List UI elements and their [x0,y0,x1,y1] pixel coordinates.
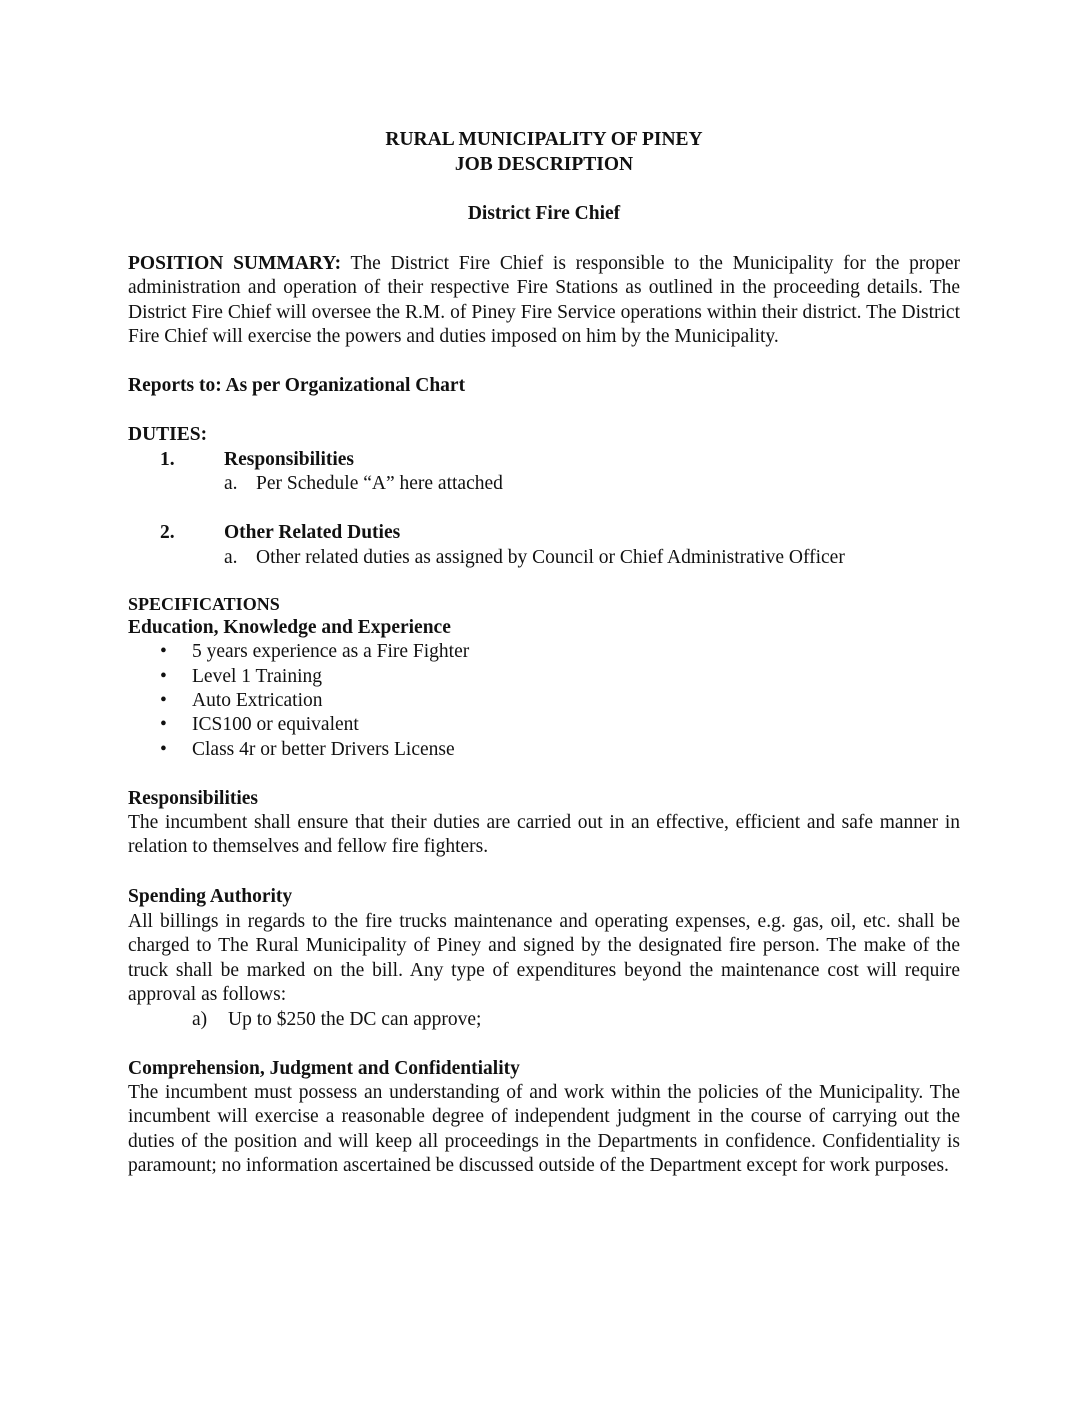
position-summary [128,252,960,350]
duty-sub-text-2: Other related duties as assigned by Council or Chief Administrative Officer [256,547,845,568]
spending-item-label: a) [192,1009,208,1030]
org-title: RURAL MUNICIPALITY OF PINEY [385,129,703,150]
comprehension-heading: Comprehension, Judgment and Confidentiality [128,1058,520,1079]
comprehension-text: The incumbent must possess an understanding of and work within the policies of the Municipality. The incumbent will exercise a reasonable degree of independent judgment in the course of carrying out the duties of the position and will keep all proceedings in the Departments in confidence. Confidentiality is paramount; no information ascertained be discussed outside of the Department except for work purposes. [128,1082,960,1177]
position-title: District Fire Chief [467,203,621,224]
duty-sub-label-1: a. [224,473,238,494]
spec-bullet-1: 5 years experience as a Fire Fighter [192,641,470,662]
specifications-heading: SPECIFICATIONS [128,594,280,614]
reports-to: Reports to: As per Organizational Chart [128,375,466,396]
duty-number-1: 1. [160,449,175,470]
bullet-icon: • [160,714,167,735]
duty-number-2: 2. [160,522,175,543]
duties-heading: DUTIES: [128,424,208,445]
bullet-icon: • [160,666,167,687]
duty-title-2: Other Related Duties [224,522,401,543]
spending-heading: Spending Authority [128,886,293,907]
bullet-icon: • [160,690,167,711]
summary-text: The District Fire Chief is responsible to the Municipality for the proper administration and operation of their respective Fire Stations as outlined in the proceeding details. The District Fire Chief will oversee the R.M. of Piney Fire Service operations within their district. The District Fire Chief will exercise the powers and duties imposed on him by the Municipality. [128,253,960,348]
duty-title-1: Responsibilities [224,449,355,470]
responsibilities-text: The incumbent shall ensure that their duties are carried out in an effective, efficient and safe manner in relation to themselves and fellow fire fighters. [128,812,960,858]
duty-sub-text-1: Per Schedule “A” here attached [256,473,503,494]
spec-bullet-5: Class 4r or better Drivers License [192,739,455,760]
bullet-icon: • [160,739,167,760]
spending-item-text: Up to $250 the DC can approve; [228,1009,482,1030]
summary-label: POSITION SUMMARY: [128,253,342,274]
spending-text: All billings in regards to the fire trucks maintenance and operating expenses, e.g. gas, oil, etc. shall be charged to The Rural Municipality of Piney and signed by the designated fire person. The make of the truck shall be marked on the bill. Any type of expenditures beyond the maintenance cost will require approval as follows: [128,911,960,1006]
specifications-subheading: Education, Knowledge and Experience [128,617,451,638]
responsibilities-heading: Responsibilities [128,788,259,809]
bullet-icon: • [160,641,167,662]
spec-bullet-3: Auto Extrication [192,690,323,711]
spec-bullet-4: ICS100 or equivalent [192,714,359,735]
doc-type: JOB DESCRIPTION [454,154,634,175]
duty-sub-label-2: a. [224,547,238,568]
spec-bullet-2: Level 1 Training [192,666,322,687]
